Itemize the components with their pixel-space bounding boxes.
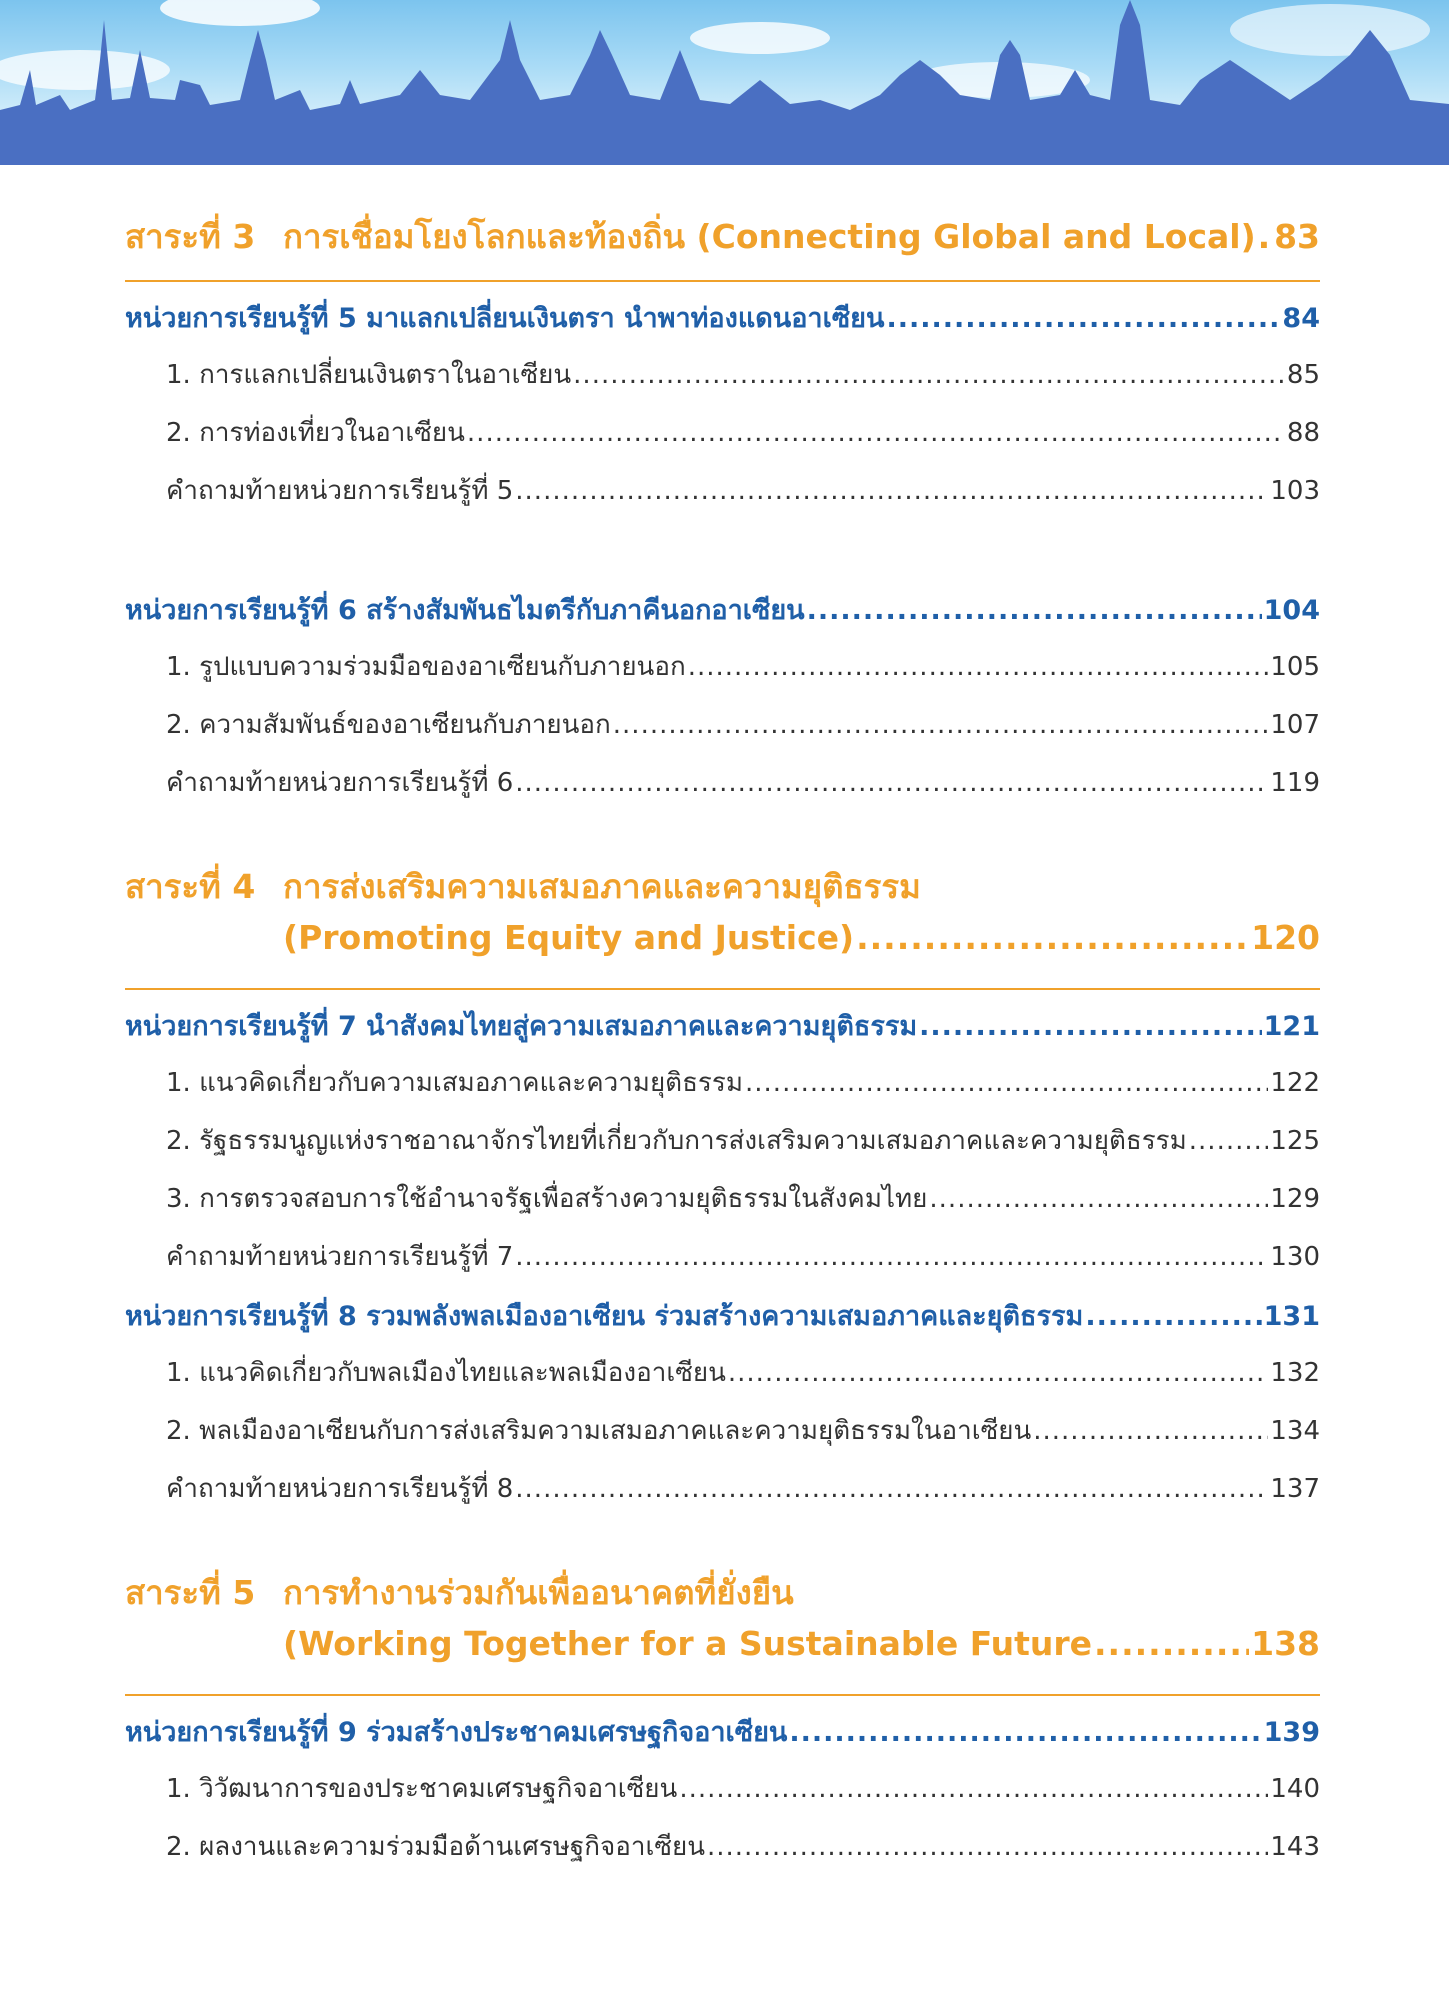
leader-dots (919, 1011, 1261, 1042)
leader-dots (807, 595, 1262, 626)
page-number: 85 (1286, 360, 1320, 390)
leader-dots (1189, 1126, 1269, 1156)
table-of-contents (125, 210, 1320, 1884)
page-number: 125 (1270, 1126, 1320, 1156)
toc-item[interactable] (125, 470, 1320, 528)
leader-dots (573, 360, 1285, 390)
leader-dots (745, 1068, 1268, 1098)
item-text: คำถามท้ายหน่วยการเรียนรู้ที่ 5 (166, 476, 514, 506)
item-text: 2. รัฐธรรมนูญแห่งราชอาณาจักรไทยที่เกี่ยวกับการส่งเสริมความเสมอภาคและความยุติธรรม (166, 1126, 1187, 1156)
leader-dots (515, 476, 1268, 506)
toc-unit-6[interactable] (125, 588, 1320, 646)
section-divider (125, 280, 1320, 282)
part-label: สาระที่ 5 (125, 1573, 256, 1612)
unit-title: หน่วยการเรียนรู้ที่ 9 ร่วมสร้างประชาคมเศรษฐกิจอาเซียน (125, 1717, 788, 1748)
leader-dots (728, 1358, 1268, 1388)
section-divider (125, 1694, 1320, 1696)
item-text: 3. การตรวจสอบการใช้อำนาจรัฐเพื่อสร้างความยุติธรรมในสังคมไทย (166, 1184, 928, 1214)
toc-part-5-line2[interactable] (125, 1624, 1320, 1682)
leader-dots (515, 1242, 1268, 1272)
unit-title: หน่วยการเรียนรู้ที่ 7 นำสังคมไทยสู่ความเสมอภาคและความยุติธรรม (125, 1011, 918, 1042)
leader-dots (679, 1774, 1268, 1804)
leader-dots (856, 918, 1249, 957)
toc-item[interactable] (125, 1768, 1320, 1826)
leader-dots (1033, 1416, 1268, 1446)
toc-item[interactable] (125, 412, 1320, 470)
toc-part-4-line2[interactable] (125, 918, 1320, 976)
leader-dots (789, 1717, 1261, 1748)
section-divider (125, 988, 1320, 990)
toc-item[interactable] (125, 1120, 1320, 1178)
page-number: 129 (1270, 1184, 1320, 1214)
page-number: 84 (1282, 303, 1320, 334)
toc-unit-8[interactable] (125, 1294, 1320, 1352)
leader-dots (886, 303, 1280, 334)
toc-unit-9[interactable] (125, 1710, 1320, 1768)
leader-dots (1085, 1301, 1261, 1332)
page-number: 122 (1270, 1068, 1320, 1098)
page-number: 137 (1270, 1474, 1320, 1504)
page-number: 134 (1270, 1416, 1320, 1446)
page-number: 143 (1270, 1832, 1320, 1862)
page-number: 120 (1251, 918, 1320, 957)
page-number: 104 (1263, 595, 1320, 626)
page-number: 121 (1263, 1011, 1320, 1042)
page-number: 130 (1270, 1242, 1320, 1272)
leader-dots (515, 768, 1268, 798)
toc-item[interactable] (125, 1468, 1320, 1526)
leader-dots (929, 1184, 1268, 1214)
page-number: 140 (1270, 1774, 1320, 1804)
page-number: 88 (1286, 418, 1320, 448)
toc-part-4[interactable] (125, 860, 1320, 918)
leader-dots (467, 418, 1285, 448)
item-text: 1. รูปแบบความร่วมมือของอาเซียนกับภายนอก (166, 652, 686, 682)
item-text: 1. แนวคิดเกี่ยวกับพลเมืองไทยและพลเมืองอาเซียน (166, 1358, 726, 1388)
page-number: 103 (1270, 476, 1320, 506)
leader-dots (1258, 217, 1272, 256)
item-text: 2. ผลงานและความร่วมมือด้านเศรษฐกิจอาเซียน (166, 1832, 705, 1862)
page-number: 139 (1263, 1717, 1320, 1748)
leader-dots (515, 1474, 1268, 1504)
item-text: 1. การแลกเปลี่ยนเงินตราในอาเซียน (166, 360, 572, 390)
item-text: 1. วิวัฒนาการของประชาคมเศรษฐกิจอาเซียน (166, 1774, 678, 1804)
unit-title: หน่วยการเรียนรู้ที่ 8 รวมพลังพลเมืองอาเซียน ร่วมสร้างความเสมอภาคและยุติธรรม (125, 1301, 1084, 1332)
page-number: 119 (1270, 768, 1320, 798)
toc-item[interactable] (125, 354, 1320, 412)
toc-item[interactable] (125, 646, 1320, 704)
item-text: คำถามท้ายหน่วยการเรียนรู้ที่ 8 (166, 1474, 514, 1504)
leader-dots (1094, 1624, 1249, 1663)
part-title: การส่งเสริมความเสมอภาคและความยุติธรรม (283, 867, 921, 906)
page-number: 105 (1270, 652, 1320, 682)
skyline-banner (0, 0, 1449, 165)
page-number: 83 (1274, 217, 1320, 256)
part-label: สาระที่ 4 (125, 867, 256, 906)
part-title: การทำงานร่วมกันเพื่ออนาคตที่ยั่งยืน (283, 1573, 794, 1612)
page-number: 132 (1270, 1358, 1320, 1388)
toc-item[interactable] (125, 1410, 1320, 1468)
unit-title: หน่วยการเรียนรู้ที่ 5 มาแลกเปลี่ยนเงินตรา นำพาท่องแดนอาเซียน (125, 303, 885, 334)
toc-part-3[interactable] (125, 210, 1320, 268)
page-number: 107 (1270, 710, 1320, 740)
toc-item[interactable] (125, 1826, 1320, 1884)
leader-dots (613, 710, 1269, 740)
toc-item[interactable] (125, 704, 1320, 762)
leader-dots (707, 1832, 1268, 1862)
item-text: 2. การท่องเที่ยวในอาเซียน (166, 418, 465, 448)
part-label: สาระที่ 3 (125, 217, 256, 256)
part-title: (Promoting Equity and Justice) (283, 918, 855, 957)
toc-item[interactable] (125, 1062, 1320, 1120)
asean-skyline-illustration (0, 0, 1449, 165)
toc-item[interactable] (125, 1236, 1320, 1294)
toc-unit-5[interactable] (125, 296, 1320, 354)
part-title: (Working Together for a Sustainable Future (283, 1624, 1093, 1663)
item-text: คำถามท้ายหน่วยการเรียนรู้ที่ 7 (166, 1242, 514, 1272)
part-title: การเชื่อมโยงโลกและท้องถิ่น (Connecting Global and Local) (283, 217, 1256, 256)
toc-part-5[interactable] (125, 1566, 1320, 1624)
page-number: 131 (1263, 1301, 1320, 1332)
toc-item[interactable] (125, 762, 1320, 820)
toc-item[interactable] (125, 1352, 1320, 1410)
page-number: 138 (1251, 1624, 1320, 1663)
unit-title: หน่วยการเรียนรู้ที่ 6 สร้างสัมพันธไมตรีกับภาคีนอกอาเซียน (125, 595, 805, 626)
item-text: 2. พลเมืองอาเซียนกับการส่งเสริมความเสมอภาคและความยุติธรรมในอาเซียน (166, 1416, 1032, 1446)
toc-unit-7[interactable] (125, 1004, 1320, 1062)
item-text: 1. แนวคิดเกี่ยวกับความเสมอภาคและความยุติธรรม (166, 1068, 744, 1098)
item-text: คำถามท้ายหน่วยการเรียนรู้ที่ 6 (166, 768, 514, 798)
toc-item[interactable] (125, 1178, 1320, 1236)
leader-dots (688, 652, 1269, 682)
item-text: 2. ความสัมพันธ์ของอาเซียนกับภายนอก (166, 710, 611, 740)
